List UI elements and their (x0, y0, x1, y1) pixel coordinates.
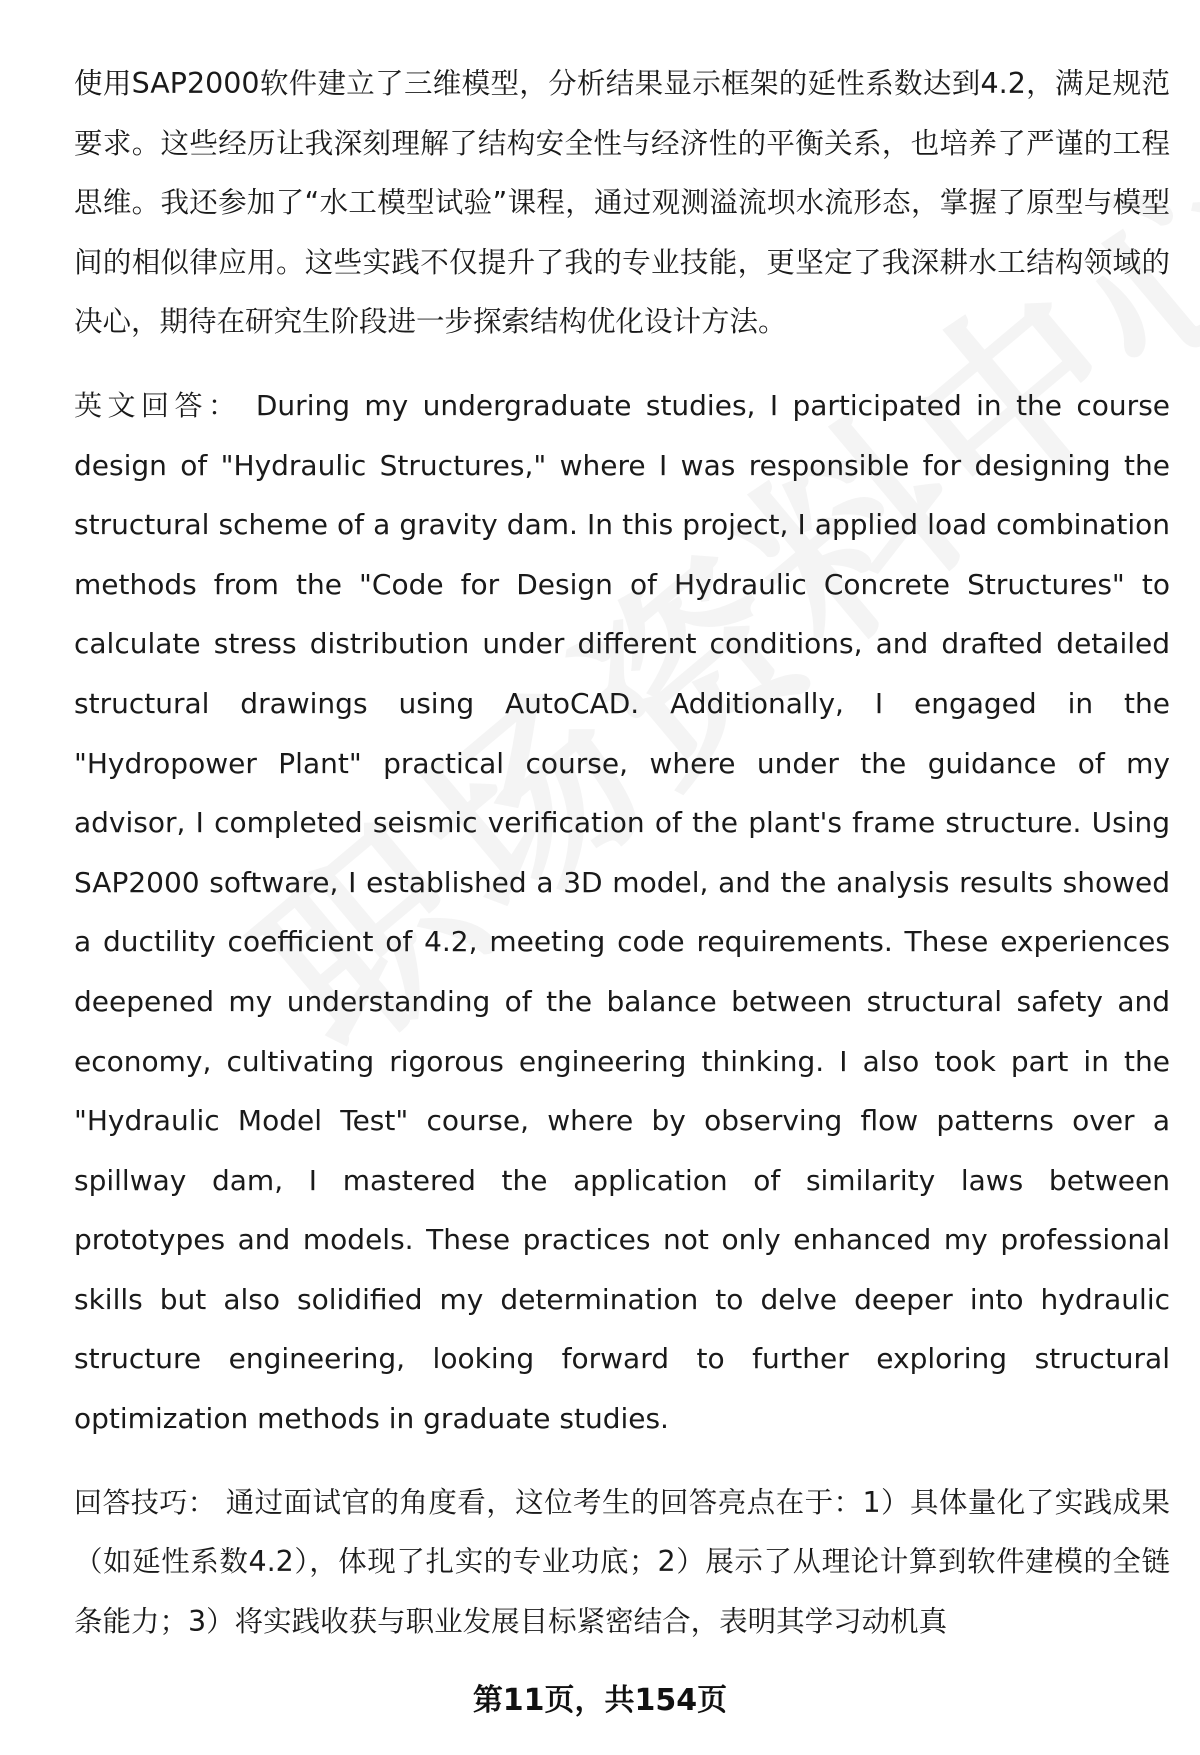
answer-tips-label: 回答技巧： (74, 1485, 217, 1519)
chinese-answer-paragraph: 使用SAP2000软件建立了三维模型，分析结果显示框架的延性系数达到4.2，满足规范要求。这些经历让我深刻理解了结构安全性与经济性的平衡关系，也培养了严谨的工程思维。我还参加了“水工模型试验”课程，通过观测溢流坝水流形态，掌握了原型与模型间的相似律应用。这些实践不仅提升了我的专业技能，更坚定了我深耕水工结构领域的决心，期待在研究生阶段进一步探索结构优化设计方法。 (74, 67, 1170, 339)
answer-tips-text: 通过面试官的角度看，这位考生的回答亮点在于：1）具体量化了实践成果（如延性系数4.2），体现了扎实的专业功底；2）展示了从理论计算到软件建模的全链条能力；3）将实践收获与职业发展目标紧密结合，表明其学习动机真 (74, 1485, 1171, 1638)
page-number-footer: 第11页，共154页 (472, 1683, 728, 1718)
english-answer-text: During my undergraduate studies, I participated in the course design of "Hydraulic Structures," where I was responsible for designing the structural scheme of a gravity dam. In this project, I applied load combination methods from the "Code for Design of Hydraulic Concrete Structures" to calculate stress distribution under different conditions, and drafted detailed structural drawings using AutoCAD. Additionally, I engaged in the "Hydropower Plant" practical course, where under the guidance of my advisor, I completed seismic verification of the plant's frame structure. Using SAP2000 software, I established a 3D model, and the analysis results showed a ductility coefficient of 4.2, meeting code requirements. These experiences deepened my understanding of the balance between structural safety and economy, cultivating rigorous engineering thinking. I also took part in the "Hydraulic Model Test" course, where by observing flow patterns over a spillway dam, I mastered the application of similarity laws between prototypes and models. These practices not only enhanced my professional skills but also solidified my determination to delve deeper into hydraulic structure engineering, looking forward to further exploring structural optimization methods in graduate studies. (74, 388, 1171, 1436)
document-body (74, 54, 1170, 1651)
english-answer-label: 英文回答： (74, 388, 242, 422)
answer-tips-paragraph (74, 1473, 1170, 1652)
english-answer-paragraph (74, 376, 1170, 1449)
